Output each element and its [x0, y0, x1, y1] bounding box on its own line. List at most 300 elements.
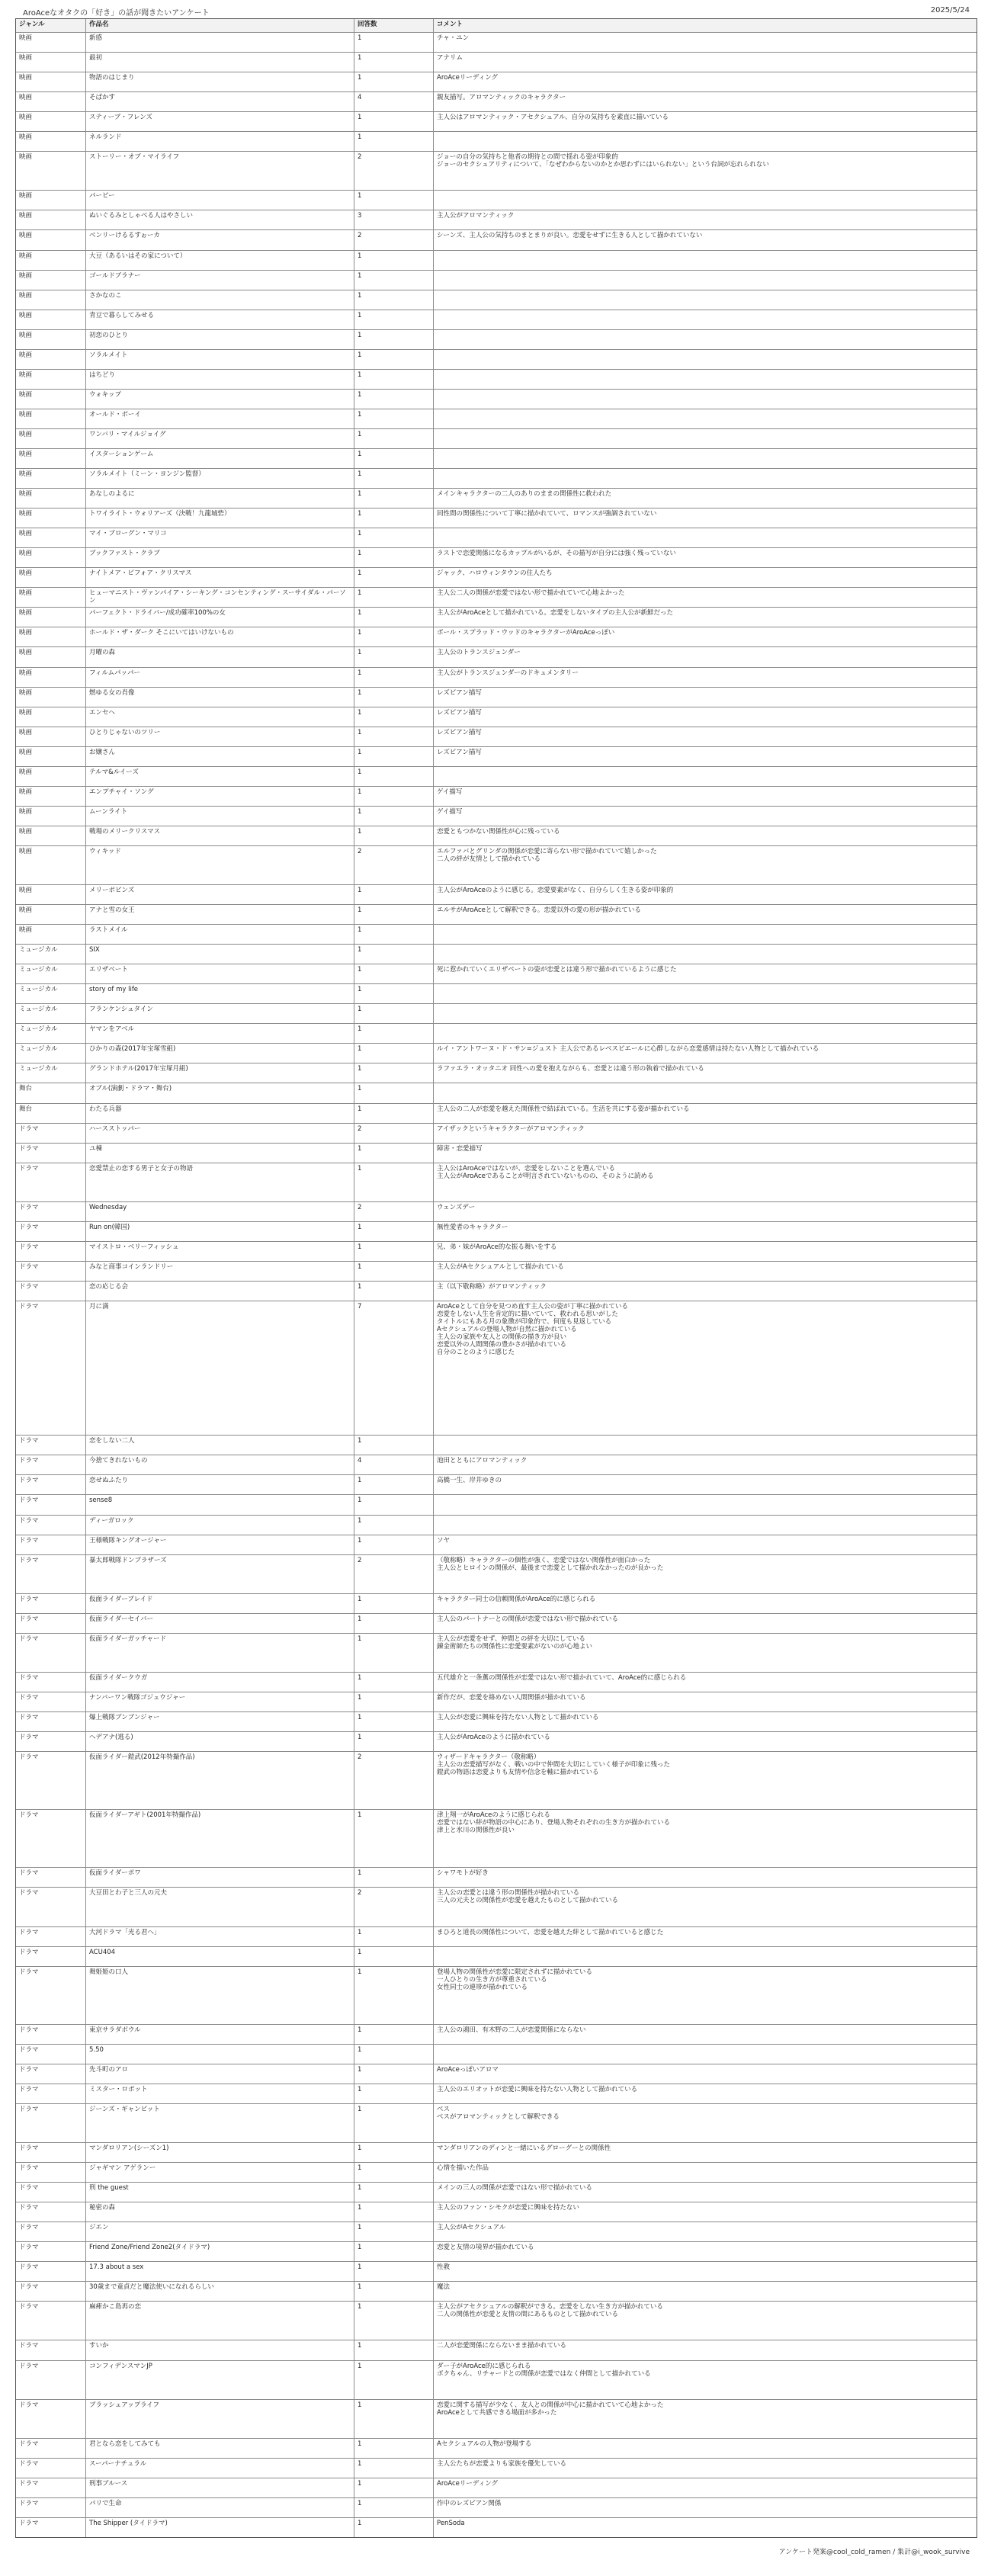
cell-count: 2	[354, 1555, 434, 1593]
table-row	[16, 1495, 977, 1515]
cell-comment: 主人公のパートナーとの関係が恋愛ではない形で描かれている	[437, 1615, 619, 1623]
cell-title: マンダロリアン(シーズン1)	[86, 2143, 354, 2162]
cell-count: 1	[354, 747, 434, 766]
cell-comment	[434, 191, 977, 210]
cell-genre: 映画	[16, 608, 86, 627]
table-row	[16, 152, 977, 191]
cell-genre: 映画	[16, 568, 86, 587]
cell-comment	[434, 390, 977, 409]
cell-count: 1	[354, 2262, 434, 2281]
cell-genre: 映画	[16, 469, 86, 488]
cell-comment: 主（以下敬称略）がアロマンティック	[437, 1282, 547, 1291]
cell-genre: ドラマ	[16, 2242, 86, 2261]
cell-genre: ドラマ	[16, 1282, 86, 1301]
cell-comment	[434, 1004, 977, 1023]
table-row	[16, 1555, 977, 1594]
cell-title: 今捨てきれないもの	[86, 1455, 354, 1474]
cell-title: イスターションゲーム	[86, 449, 354, 468]
cell-title: 暴太郎戦隊ドンブラザーズ	[86, 1555, 354, 1593]
cell-title: フランケンシュタイン	[86, 1004, 354, 1023]
cell-title: 東京サラダボウル	[86, 2025, 354, 2044]
cell-comment: 主人公がAセクシュアル	[437, 2224, 506, 2232]
cell-count: 1	[354, 1083, 434, 1102]
cell-count: 1	[354, 2302, 434, 2340]
table-row	[16, 1927, 977, 1947]
cell-comment	[434, 1436, 977, 1455]
table-row	[16, 2084, 977, 2104]
cell-count: 1	[354, 1222, 434, 1241]
cell-comment: 主人公はアロマンティック・アセクシュアル、自分の気持ちを素直に描いている	[437, 114, 669, 122]
cell-comment: （敬称略）キャラクターの個性が強く、恋愛ではない関係性が面白かった 主人公とヒロインの関係が、最後まで恋愛として描かれなかったのが良かった	[437, 1556, 664, 1572]
cell-genre: 映画	[16, 668, 86, 687]
cell-genre: ドラマ	[16, 2084, 86, 2103]
cell-count: 1	[354, 1436, 434, 1455]
cell-count: 1	[354, 2025, 434, 2044]
cell-title: 仮面ライダーポワ	[86, 1868, 354, 1887]
table-row	[16, 647, 977, 667]
cell-genre: 映画	[16, 210, 86, 229]
cell-comment: 恋愛に関する描写が少なく、友人との関係が中心に描かれていて心地よかった AroAceとして共感できる場面が多かった	[437, 2401, 664, 2417]
cell-count: 1	[354, 2361, 434, 2399]
table-row	[16, 2282, 977, 2302]
table-row	[16, 945, 977, 964]
cell-count: 1	[354, 2202, 434, 2222]
cell-comment	[434, 1516, 977, 1535]
cell-title: 大河ドラマ「光る君へ」	[86, 1927, 354, 1946]
cell-title: わたる兵器	[86, 1104, 354, 1123]
cell-title: ナンバーワン戦隊ゴジュウジャー	[86, 1692, 354, 1711]
cell-title: 刑事ブルース	[86, 2478, 354, 2497]
cell-comment: ラストで恋愛関係になるカップルがいるが、その描写が自分には強く残っていない	[437, 550, 676, 558]
table-header-row	[16, 19, 977, 33]
cell-count: 1	[354, 945, 434, 964]
cell-comment	[434, 984, 977, 1003]
table-row	[16, 1535, 977, 1555]
table-row	[16, 707, 977, 727]
cell-title: 先斗町のアロ	[86, 2064, 354, 2084]
cell-genre: 映画	[16, 787, 86, 806]
cell-count: 4	[354, 1455, 434, 1474]
table-row	[16, 2302, 977, 2340]
cell-count: 1	[354, 1732, 434, 1751]
table-row	[16, 2518, 977, 2537]
cell-genre: ドラマ	[16, 2282, 86, 2301]
table-row	[16, 1673, 977, 1692]
cell-title: ハースストッパー	[86, 1124, 354, 1143]
cell-genre: 映画	[16, 647, 86, 666]
cell-count: 1	[354, 1810, 434, 1867]
cell-genre: ミュージカル	[16, 1024, 86, 1043]
table-row	[16, 1083, 977, 1103]
cell-genre: 映画	[16, 191, 86, 210]
cell-genre: ドラマ	[16, 2143, 86, 2162]
cell-title: お嬢さん	[86, 747, 354, 766]
cell-comment: 主人公二人の関係が恋愛ではない形で描かれていて心地よかった	[437, 589, 625, 598]
cell-genre: ドラマ	[16, 2302, 86, 2340]
cell-count: 1	[354, 1104, 434, 1123]
cell-comment: ルイ・アントワーヌ・ド・サン=ジュスト 主人公であるレベスピエールに心酔しながら恋愛感情は持たない人物として描かれている	[437, 1045, 819, 1054]
cell-comment: シーンズ、主人公の気持ちのまとまりが良い。恋愛をせずに生きる人として描かれていない	[437, 232, 703, 240]
cell-count: 1	[354, 2400, 434, 2438]
cell-comment	[434, 2045, 977, 2064]
table-row	[16, 2183, 977, 2202]
cell-comment	[434, 767, 977, 786]
cell-count: 1	[354, 925, 434, 944]
table-row	[16, 1614, 977, 1634]
cell-title: ジーンズ・ギャンビット	[86, 2104, 354, 2142]
table-row	[16, 72, 977, 92]
cell-title: The Shipper (タイドラマ)	[86, 2518, 354, 2537]
cell-count: 1	[354, 885, 434, 904]
cell-title: 舞姫姫の口人	[86, 1967, 354, 2024]
table-row	[16, 370, 977, 390]
cell-title: 最初	[86, 53, 354, 72]
cell-comment: 同性間の関係性について丁寧に描かれていて、ロマンスが強調されていない	[437, 510, 657, 518]
cell-comment: ゲイ描写	[437, 807, 463, 816]
cell-title: ストーリー・オブ・マイライフ	[86, 152, 354, 190]
cell-count: 1	[354, 2242, 434, 2261]
cell-genre: 映画	[16, 230, 86, 249]
survey-credit: アンケート発案@cool_cold_ramen / 集計@i_wook_survive	[778, 2549, 970, 2556]
cell-title: パーピー	[86, 191, 354, 210]
cell-comment	[434, 429, 977, 448]
cell-genre: 映画	[16, 350, 86, 369]
table-row	[16, 1475, 977, 1495]
cell-comment	[434, 290, 977, 310]
cell-comment: ベス ベスがアロマンティックとして解釈できる	[437, 2105, 560, 2121]
cell-count: 1	[354, 1144, 434, 1163]
cell-comment: 主人公はAroAceではないが、恋愛をしないことを選んでいる 主人公がAroAceであることが明言されていないものの、そのように読める	[437, 1164, 654, 1180]
cell-genre: 映画	[16, 429, 86, 448]
table-row	[16, 210, 977, 230]
cell-title: ジエン	[86, 2222, 354, 2241]
cell-comment: 魔法	[437, 2283, 451, 2292]
cell-count: 1	[354, 2104, 434, 2142]
cell-genre: ドラマ	[16, 2498, 86, 2517]
cell-count: 1	[354, 1282, 434, 1301]
cell-comment: レズビアン描写	[437, 748, 482, 756]
table-row	[16, 1004, 977, 1024]
cell-comment	[434, 1024, 977, 1043]
cell-title: 爆上戦隊ブンブンジャー	[86, 1712, 354, 1731]
table-row	[16, 925, 977, 945]
table-row	[16, 1262, 977, 1282]
table-row	[16, 2104, 977, 2143]
cell-title: 仮面ライダー鎧武(2012年特撮作品)	[86, 1752, 354, 1809]
table-row	[16, 2400, 977, 2439]
table-row	[16, 984, 977, 1004]
cell-count: 1	[354, 2183, 434, 2202]
cell-title: そばかす	[86, 92, 354, 111]
table-row	[16, 2340, 977, 2360]
cell-genre: ドラマ	[16, 2202, 86, 2222]
cell-count: 1	[354, 330, 434, 349]
cell-title: 恋愛禁止の恋する男子と女子の物語	[86, 1163, 354, 1201]
table-row	[16, 1634, 977, 1673]
cell-comment: 主人公がAセクシュアルとして描かれている	[437, 1262, 564, 1271]
cell-comment: 主人公が恋愛に興味を持たない人物として描かれている	[437, 1713, 599, 1721]
cell-count: 1	[354, 1475, 434, 1494]
cell-title: 新感	[86, 33, 354, 52]
cell-comment: ジャック、ハロウィンタウンの住人たち	[437, 569, 553, 578]
column-header-title: 作品名	[86, 19, 354, 32]
cell-title: オブル(演劇・ドラマ・舞台)	[86, 1083, 354, 1102]
cell-comment	[434, 1495, 977, 1514]
cell-title: 青豆で暮らしてみせる	[86, 310, 354, 329]
table-row	[16, 1967, 977, 2025]
cell-count: 1	[354, 807, 434, 826]
table-row	[16, 2064, 977, 2084]
cell-title: 仮面ライダーアギト(2001年特撮作品)	[86, 1810, 354, 1867]
cell-count: 1	[354, 1004, 434, 1023]
table-row	[16, 1516, 977, 1535]
cell-count: 1	[354, 1024, 434, 1043]
cell-comment: 作中のレズビアン関係	[437, 2499, 502, 2507]
table-row	[16, 588, 977, 608]
cell-title: ベンリーけるるすぉーカ	[86, 230, 354, 249]
cell-title: ウォキップ	[86, 390, 354, 409]
cell-comment: レズビアン描写	[437, 728, 482, 736]
cell-genre: ドラマ	[16, 1242, 86, 1261]
cell-comment: 主人公がAroAceのように感じる。恋愛要素がなく、自分らしく生きる姿が印象的	[437, 887, 674, 895]
cell-genre: ドラマ	[16, 1594, 86, 1613]
table-row	[16, 409, 977, 429]
cell-comment: 障害・恋愛描写	[437, 1144, 483, 1153]
table-row	[16, 1436, 977, 1455]
cell-comment: ウィザードキャラクター（敬称略） 主人公の恋愛描写がなく、戦いの中で仲間を大切にしていく様子が印象に残った 鎧武の物語は恋愛よりも友情や信念を軸に描かれている	[437, 1753, 670, 1777]
cell-genre: 映画	[16, 905, 86, 924]
cell-comment	[434, 132, 977, 151]
cell-count: 1	[354, 1063, 434, 1083]
cell-title: ソラルメイト	[86, 350, 354, 369]
cell-genre: ドラマ	[16, 1516, 86, 1535]
column-header-count: 回答数	[354, 19, 434, 32]
cell-genre: ドラマ	[16, 2163, 86, 2182]
cell-comment: 主人公たちが恋愛よりも家族を優先している	[437, 2459, 567, 2468]
cell-comment: 主人公のエリオットが恋愛に興味を持たない人物として描かれている	[437, 2085, 638, 2093]
cell-genre: 映画	[16, 807, 86, 826]
table-row	[16, 2361, 977, 2400]
cell-title: SIX	[86, 945, 354, 964]
cell-genre: ドラマ	[16, 1535, 86, 1554]
cell-count: 1	[354, 1634, 434, 1672]
cell-count: 2	[354, 1888, 434, 1926]
table-row	[16, 1222, 977, 1242]
cell-genre: 映画	[16, 370, 86, 389]
cell-title: 麻痺かこ島再の恋	[86, 2302, 354, 2340]
cell-title: ムーンライト	[86, 807, 354, 826]
cell-genre: ドラマ	[16, 1712, 86, 1731]
cell-comment: 恋愛ともつかない関係性が心に残っている	[437, 827, 560, 836]
cell-title: Run on(韓国)	[86, 1222, 354, 1241]
cell-genre: 映画	[16, 747, 86, 766]
cell-count: 1	[354, 310, 434, 329]
table-row	[16, 568, 977, 588]
cell-genre: 映画	[16, 92, 86, 111]
table-row	[16, 548, 977, 568]
table-row	[16, 132, 977, 152]
cell-count: 1	[354, 2498, 434, 2517]
cell-genre: 映画	[16, 925, 86, 944]
cell-genre: ドラマ	[16, 2025, 86, 2044]
column-header-comment: コメント	[437, 21, 463, 28]
cell-comment: AroAceっぽいアロマ	[437, 2065, 499, 2074]
cell-comment	[434, 271, 977, 290]
table-row	[16, 251, 977, 271]
cell-comment: 心情を描いた作品	[437, 2164, 489, 2173]
cell-count: 1	[354, 2478, 434, 2497]
cell-count: 4	[354, 92, 434, 111]
cell-title: テルマ&ルイーズ	[86, 767, 354, 786]
cell-title: ひとりじゃないのツリー	[86, 727, 354, 746]
cell-count: 1	[354, 1242, 434, 1261]
cell-genre: ミュージカル	[16, 1044, 86, 1063]
cell-genre: ドラマ	[16, 2361, 86, 2399]
cell-comment: 主人公がAroAceとして描かれている。恋愛をしないタイプの主人公が新鮮だった	[437, 609, 673, 618]
cell-title: 月曜の森	[86, 647, 354, 666]
cell-count: 1	[354, 548, 434, 567]
cell-count: 1	[354, 528, 434, 547]
cell-count: 1	[354, 2282, 434, 2301]
cell-count: 1	[354, 1594, 434, 1613]
cell-comment: まひろと道長の関係性について、恋愛を越えた絆として描かれていると感じた	[437, 1928, 664, 1936]
cell-title: スティーブ・フレンズ	[86, 112, 354, 131]
cell-title: アナと雪の女王	[86, 905, 354, 924]
cell-title: 仮面ライダークウガ	[86, 1673, 354, 1692]
table-row	[16, 1024, 977, 1044]
cell-count: 1	[354, 608, 434, 627]
cell-genre: ミュージカル	[16, 964, 86, 983]
cell-count: 1	[354, 1927, 434, 1946]
table-row	[16, 1888, 977, 1926]
table-row	[16, 1044, 977, 1063]
cell-comment: 新作だが、恋愛を絡めない人間関係が描かれている	[437, 1693, 586, 1702]
table-row	[16, 350, 977, 370]
cell-comment: ソヤ	[437, 1536, 451, 1545]
cell-title: すいか	[86, 2340, 354, 2359]
cell-comment: 恋愛と友情の境界が描かれている	[437, 2244, 534, 2252]
cell-comment	[434, 925, 977, 944]
cell-genre: ドラマ	[16, 1144, 86, 1163]
cell-genre: ドラマ	[16, 2262, 86, 2281]
cell-count: 1	[354, 53, 434, 72]
table-row	[16, 528, 977, 548]
cell-count: 1	[354, 2518, 434, 2537]
cell-count: 1	[354, 2064, 434, 2084]
cell-comment	[434, 251, 977, 270]
cell-genre: 映画	[16, 508, 86, 528]
cell-genre: ドラマ	[16, 1475, 86, 1494]
cell-genre: ドラマ	[16, 1614, 86, 1633]
cell-title: トワイライト・ウォリアーズ（決戦！九龍城砦）	[86, 508, 354, 528]
cell-comment: 主人公がトランスジェンダーのドキュメンタリー	[437, 669, 579, 677]
cell-title: Friend Zone/Friend Zone2(タイドラマ)	[86, 2242, 354, 2261]
cell-count: 1	[354, 1516, 434, 1535]
table-row	[16, 2242, 977, 2262]
cell-count: 1	[354, 668, 434, 687]
cell-comment: エルサがAroAceとして解釈できる。恋愛以外の愛の形が描かれている	[437, 906, 641, 915]
table-row	[16, 1594, 977, 1614]
cell-genre: ドラマ	[16, 1455, 86, 1474]
table-row	[16, 1104, 977, 1124]
cell-genre: ミュージカル	[16, 1004, 86, 1023]
cell-title: story of my life	[86, 984, 354, 1003]
table-row	[16, 390, 977, 409]
cell-title: みなと商事コインランドリー	[86, 1262, 354, 1281]
cell-comment: ジョーの自分の気持ちと他者の期待との間で揺れる姿が印象的 ジョーのセクシュアリティについて、「なぜわからないのかとか思わずにはいられない」という台詞が忘れられない	[437, 153, 769, 169]
cell-count: 1	[354, 1614, 434, 1633]
cell-comment: AroAceリーディング	[437, 74, 499, 82]
cell-count: 2	[354, 1202, 434, 1221]
table-row	[16, 1752, 977, 1810]
cell-comment: シャワモトが好き	[437, 1869, 489, 1878]
table-row	[16, 1732, 977, 1752]
cell-genre: 映画	[16, 152, 86, 190]
cell-comment: PenSoda	[437, 2519, 465, 2527]
cell-genre: ドラマ	[16, 2104, 86, 2142]
cell-genre: ドラマ	[16, 2518, 86, 2537]
cell-genre: ドラマ	[16, 2478, 86, 2497]
cell-comment	[434, 409, 977, 428]
cell-count: 1	[354, 588, 434, 607]
table-row	[16, 469, 977, 489]
table-row	[16, 2459, 977, 2478]
cell-genre: ドラマ	[16, 2064, 86, 2084]
cell-comment: エルファバとグリンダの関係が恋愛に寄らない形で描かれていて嬉しかった 二人の絆が友情として描かれている	[437, 847, 657, 863]
cell-comment: 高橋一生、岸井ゆきの	[437, 1477, 502, 1485]
cell-count: 1	[354, 2143, 434, 2162]
cell-title: 燃ゆる女の肖像	[86, 688, 354, 707]
cell-title: オールド・ボーイ	[86, 409, 354, 428]
cell-genre: ドラマ	[16, 1732, 86, 1751]
cell-genre: 映画	[16, 72, 86, 91]
cell-genre: 映画	[16, 489, 86, 508]
cell-title: 恋をしない二人	[86, 1436, 354, 1455]
cell-count: 1	[354, 2045, 434, 2064]
cell-count: 1	[354, 191, 434, 210]
table-row	[16, 727, 977, 747]
cell-title: ウィキッド	[86, 846, 354, 884]
cell-comment: チャ・ユン	[437, 34, 470, 42]
cell-genre: 映画	[16, 727, 86, 746]
cell-genre: ドラマ	[16, 1888, 86, 1926]
cell-count: 1	[354, 508, 434, 528]
table-row	[16, 747, 977, 767]
cell-count: 1	[354, 647, 434, 666]
cell-genre: ドラマ	[16, 2222, 86, 2241]
page-title: AroAceなオタクの「好き」の話が聞きたいアンケート	[23, 9, 210, 18]
cell-title: パリで生命	[86, 2498, 354, 2517]
cell-title: エリザベート	[86, 964, 354, 983]
cell-title: メリーポピンズ	[86, 885, 354, 904]
cell-title: 5.50	[86, 2045, 354, 2064]
table-row	[16, 627, 977, 647]
table-row	[16, 1301, 977, 1436]
table-row	[16, 1810, 977, 1868]
cell-comment: 主人公のファン・シモクが恋愛に興味を持たない	[437, 2204, 579, 2212]
cell-title: ネルランド	[86, 132, 354, 151]
cell-genre: 映画	[16, 588, 86, 607]
cell-title: 君となら恋をしてみても	[86, 2439, 354, 2458]
cell-comment: ラファエラ・オッタニオ 同性への愛を抱えながらも、恋愛とは違う形の執着で描かれている	[437, 1065, 704, 1073]
cell-genre: 映画	[16, 826, 86, 845]
cell-count: 1	[354, 964, 434, 983]
cell-count: 1	[354, 370, 434, 389]
cell-count: 1	[354, 1044, 434, 1063]
cell-title: 恋せぬふたり	[86, 1475, 354, 1494]
table-row	[16, 2262, 977, 2282]
cell-genre: 映画	[16, 330, 86, 349]
